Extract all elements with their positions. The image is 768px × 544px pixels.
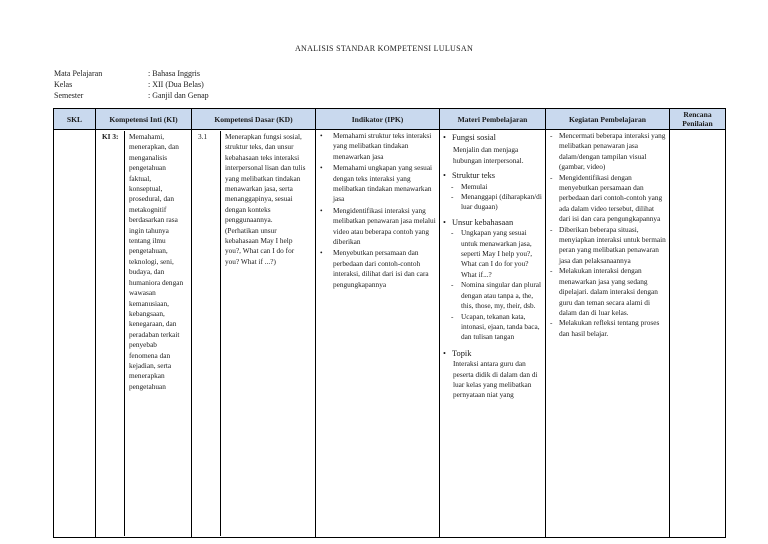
header-materi: Materi Pembelajaran: [440, 109, 546, 130]
cell-materi: [440, 130, 546, 538]
materi-heading-unsur: • Unsur kebahasaan: [443, 217, 514, 227]
bullet-icon: •: [320, 163, 323, 173]
indicator-text: Memahami struktur teks interaksi yang melibatkan tindakan menawarkan jasa: [333, 131, 432, 161]
analysis-table: [53, 108, 726, 538]
ki-text: Memahami, menerapkan, dan menganalisis pengetahuan faktual, konseptual, prosedural, dan metakognitif berdasarkan rasa ingin tahunya tentang ilmu pengetahuan, teknologi, seni, budaya, dan humaniora dengan wawasan kemanusiaan, kebangsaan, kenegaraan, dan peradaban terkait penyebab fenomena dan kejadian, serta menerapkan pengetahuan: [129, 132, 184, 391]
meta-value: : Ganjil dan Genap: [148, 91, 209, 100]
materi-fungsi-text: Menjalin dan menjaga hubungan interpersonal.: [453, 145, 524, 165]
materi-struktur-item: - Memulai: [451, 181, 488, 191]
bullet-icon: •: [320, 131, 323, 140]
cell-kegiatan: [546, 130, 670, 538]
ki-code: KI 3:: [99, 131, 125, 536]
bullet-icon: •: [443, 171, 446, 181]
bullet-icon: •: [320, 248, 323, 258]
indicator-text: Memahami ungkapan yang sesuai dengan teks interaksi yang melibatkan tindakan menawarkan jasa: [333, 163, 433, 204]
cell-kd: [192, 130, 316, 538]
indicator-item: [319, 131, 436, 162]
header-ipk: Indikator (IPK): [316, 109, 440, 130]
indicator-text: Mengidentifikasi interaksi yang melibatkan penawaran jasa melalui video atau beberapa contoh yang diberikan: [333, 205, 436, 247]
document-title: ANALISIS STANDAR KOMPETENSI LULUSAN: [294, 44, 474, 53]
kd-code: 3.1: [195, 131, 221, 536]
meta-value: : Bahasa Inggris: [148, 69, 200, 78]
meta-row-semester: [54, 90, 209, 101]
bullet-icon: •: [443, 348, 446, 358]
materi-struktur-item: - Menanggapi (diharapkan/di luar dugaan): [451, 192, 542, 212]
materi-heading-fungsi: • Fungsi sosial: [443, 133, 496, 142]
kegiatan-item: - Mengidentifikasi dengan menyebutkan persamaan dan perbedaan dari contoh-contoh yang ada dalam video tersebut, dilihat dari isi dan cara pengungkapannya: [550, 172, 663, 224]
meta-label: Kelas: [54, 80, 73, 89]
materi-heading-struktur: • Struktur teks: [443, 171, 496, 181]
kegiatan-item: - Melakukan interaksi dengan menawarkan jasa yang sedang dipelajari. dalam interaksi dengan guru dan teman secara alami di dalam dan di luar kelas.: [550, 266, 658, 317]
cell-skl: [54, 130, 96, 538]
meta-row-subject: [54, 68, 209, 79]
kegiatan-item: - Diberikan beberapa situasi, menyiapkan interaksi untuk bermain peran yang melibatkan penawaran jasa dan pelaksanaannya: [550, 224, 666, 265]
header-ki: Kompetensi Inti (KI): [96, 109, 192, 130]
materi-topik-text: Interaksi antara guru dan peserta didik di dalam dan di luar kelas yang melibatkan pernyataan niat yang: [453, 359, 538, 400]
cell-penilaian: [670, 130, 726, 538]
bullet-icon: •: [443, 217, 446, 227]
indicator-item: [319, 206, 436, 248]
kegiatan-item: - Melakukan refleksi tentang proses dan hasil belajar.: [550, 318, 660, 338]
indicator-item: [319, 163, 436, 205]
materi-unsur-item: - Nomina singular dan plural dengan atau tanpa a, the, this, those, my, their, dsb.: [451, 280, 542, 311]
materi-unsur-item: - Ungkapan yang sesuai untuk menawarkan jasa, seperti May I help you?, What can I do for you? What if...?: [451, 228, 533, 279]
table-row: [54, 130, 726, 538]
table-header-row: [54, 109, 726, 130]
indicator-text: Menyebutkan persamaan dan perbedaan dari contoh-contoh interaksi, dilihat dari isi dan cara pengungkapannya: [333, 248, 429, 289]
indicator-item: [319, 248, 436, 290]
meta-row-class: [54, 79, 209, 90]
materi-heading-topik: • Topik: [443, 348, 472, 358]
header-kd: Kompetensi Dasar (KD): [192, 109, 316, 130]
meta-value: : XII (Dua Belas): [148, 80, 204, 89]
header-kegiatan: Kegiatan Pembelajaran: [546, 109, 670, 130]
header-penilaian: Rencana Penilaian: [670, 109, 726, 130]
header-skl: SKL: [54, 109, 96, 130]
cell-ipk: [316, 130, 440, 538]
meta-label: Mata Pelajaran: [54, 69, 103, 78]
bullet-icon: •: [320, 205, 323, 215]
cell-ki: [96, 130, 192, 538]
materi-unsur-item: - Ucapan, tekanan kata, intonasi, ejaan, tanda baca, dan tulisan tangan: [451, 311, 540, 342]
meta-info: [54, 68, 209, 101]
kegiatan-item: - Mencermati beberapa interaksi yang melibatkan penawaran jasa dalam/dengan tampilan visual (gambar, video): [550, 131, 666, 172]
bullet-icon: •: [443, 133, 446, 142]
kd-text: Menerapkan fungsi sosial, struktur teks, dan unsur kebahasaan teks interaksi interpersonal lisan dan tulis yang melibatkan tindakan menawarkan jasa, serta menanggapinya, sesuai dengan konteks penggunaannya. (Perhatikan unsur kebahasaan May I help you?, What can I do for you? What if ...?): [225, 132, 306, 266]
meta-label: Semester: [54, 91, 84, 100]
